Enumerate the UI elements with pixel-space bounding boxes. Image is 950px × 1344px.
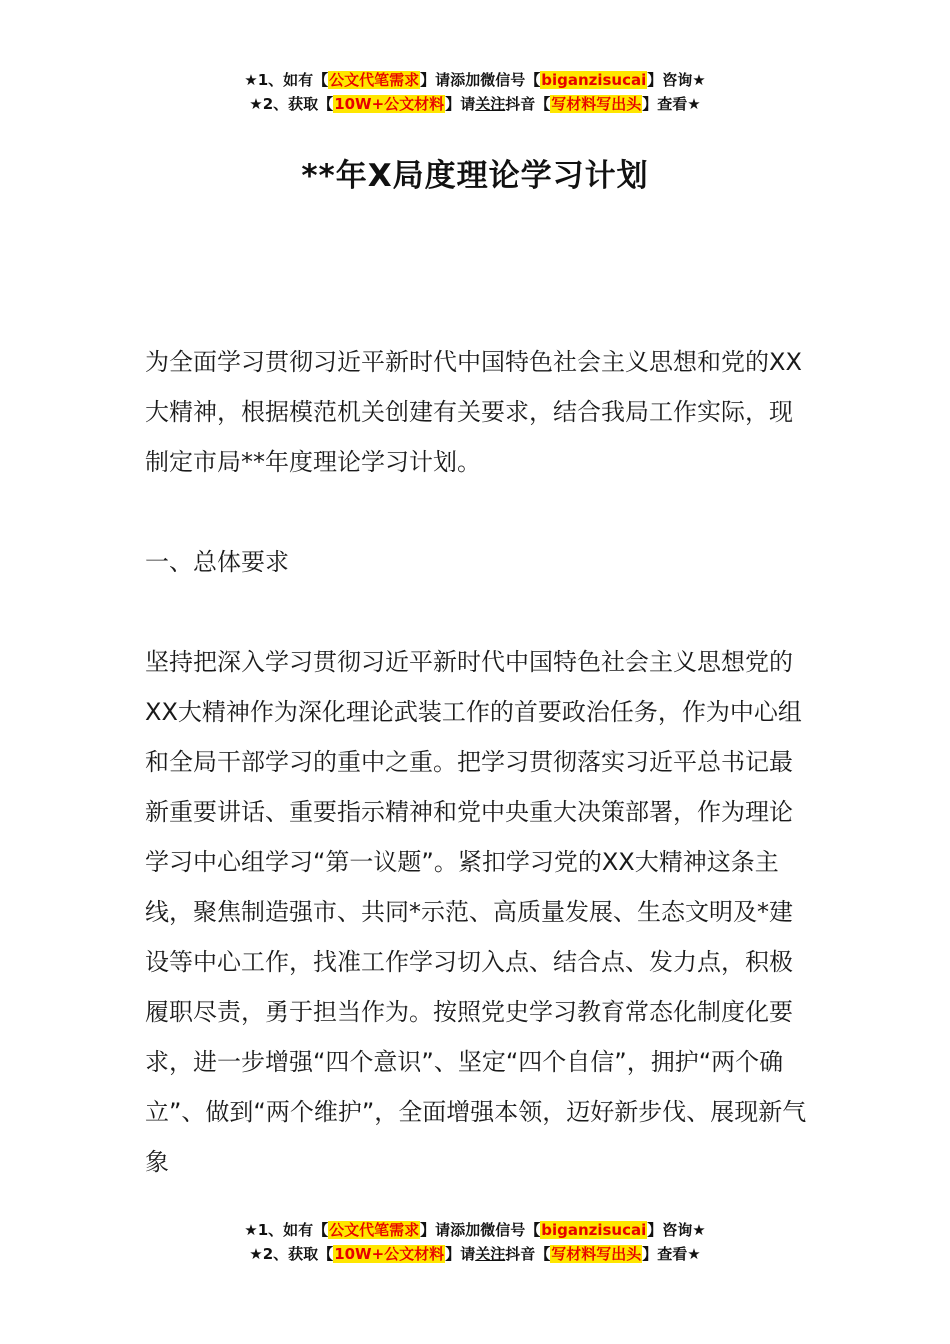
banner-text: ★1、如有【 [244, 71, 329, 89]
banner-line-2 [0, 1242, 950, 1266]
body-paragraph: 坚持把深入学习贯彻习近平新时代中国特色社会主义思想党的XX大精神作为深化理论武装工作的首要政治任务，作为中心组和全局干部学习的重中之重。把学习贯彻落实习近平总书记最新重要讲话、重要指示精神和党中央重大决策部署，作为理论学习中心组学习“第一议题”。紧扣学习党的XX大精神这条主线，聚焦制造强市、共同*示范、高质量发展、生态文明及*建设等中心工作，找准工作学习切入点、结合点、发力点，积极履职尽责，勇于担当作为。按照党史学习教育常态化制度化要求，进一步增强“四个意识”、坚定“四个自信”，拥护“两个确立”、做到“两个维护”，全面增强本领，迈好新步伐、展现新气象 [145, 648, 807, 1176]
banner-text: 加 [465, 1221, 481, 1239]
highlight-douyin-account: 写材料写出头 [551, 1245, 642, 1263]
section-heading: 一、总体要求 [145, 548, 289, 576]
highlight-douyin-account: 写材料写出头 [551, 95, 642, 113]
banner-text: 】咨询★ [647, 71, 706, 89]
highlight-materials: 10W+公文材料 [334, 95, 445, 113]
banner-text: ★2、获取【 [249, 1245, 334, 1263]
highlight-materials: 10W+公文材料 [334, 1245, 445, 1263]
highlight-wechat-id: biganzisucai [541, 71, 647, 89]
document-title: **年X局度理论学习计划 [301, 158, 649, 194]
highlight-wechat-id: biganzisucai [541, 1221, 647, 1239]
banner-line-1 [0, 1218, 950, 1242]
banner-text: 关注 [475, 95, 506, 113]
banner-line-2 [0, 92, 950, 116]
intro-paragraph: 为全面学习贯彻习近平新时代中国特色社会主义思想和党的XX大精神，根据模范机关创建有关要求，结合我局工作实际，现制定市局**年度理论学习计划。 [145, 348, 802, 476]
header-banner [0, 68, 950, 116]
banner-text: 加 [465, 71, 481, 89]
banner-text: 抖音【 [505, 1245, 551, 1263]
footer-banner [0, 1218, 950, 1266]
banner-text: ★1、如有【 [244, 1221, 329, 1239]
banner-text: 抖音【 [505, 95, 551, 113]
banner-text: 关注 [475, 1245, 506, 1263]
highlight-service: 公文代笔需求 [329, 1221, 420, 1239]
banner-text: 】查看★ [642, 1245, 701, 1263]
banner-text: 】咨询★ [647, 1221, 706, 1239]
banner-text: 微信号【 [480, 1221, 541, 1239]
banner-text: 】查看★ [642, 95, 701, 113]
highlight-service: 公文代笔需求 [329, 71, 420, 89]
banner-text: 】请添 [420, 71, 466, 89]
banner-text: ★2、获取【 [249, 95, 334, 113]
document-body [145, 337, 807, 1187]
banner-text: 微信号【 [480, 71, 541, 89]
banner-line-1 [0, 68, 950, 92]
banner-text: 】请添 [420, 1221, 466, 1239]
banner-text: 】请 [445, 1245, 476, 1263]
banner-text: 】请 [445, 95, 476, 113]
